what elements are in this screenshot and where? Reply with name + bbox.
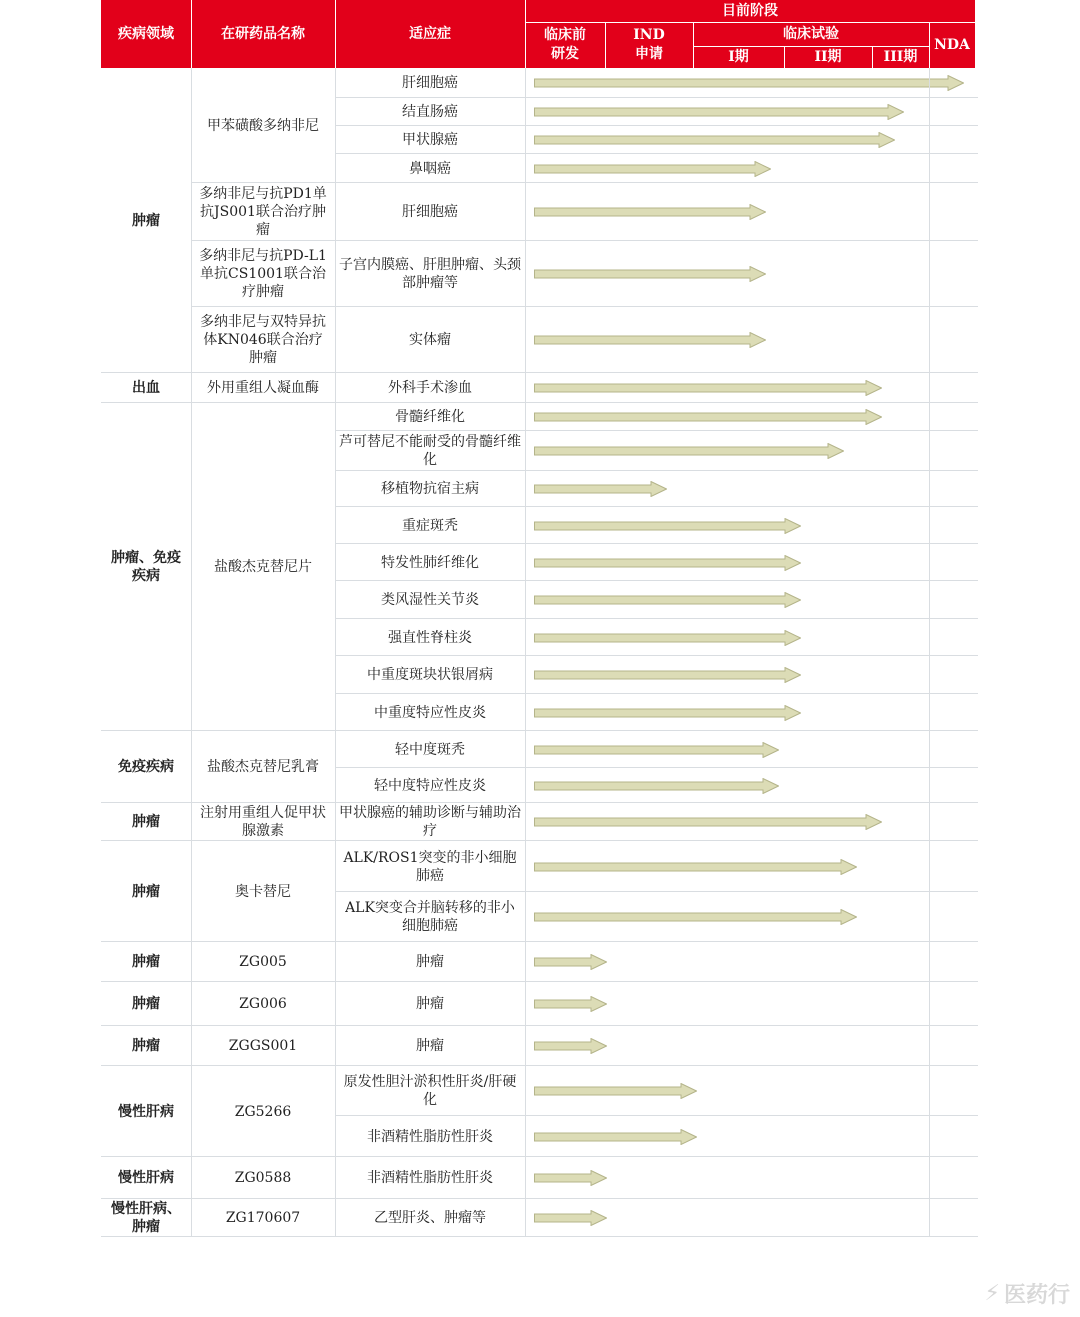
indication-cell: 实体瘤 <box>409 332 451 348</box>
disease-area-cell: 肿瘤 <box>132 212 160 229</box>
indication-cell: 重症斑秃 <box>402 517 458 534</box>
indication-cell: 骨髓纤维化 <box>395 409 465 425</box>
disease-area-cell: 肿瘤 <box>132 814 160 830</box>
arrow-shape <box>535 955 607 970</box>
stage-progress-arrow <box>534 266 766 282</box>
header-phase-3: III期 <box>883 48 918 65</box>
indication-cell: 肿瘤 <box>416 996 444 1012</box>
header-divider <box>335 0 336 68</box>
arrow-shape <box>535 705 801 720</box>
indication-cell: 甲状腺癌的辅助诊断与辅助治疗 <box>339 805 521 839</box>
stage-progress-arrow <box>534 104 904 120</box>
arrow-shape <box>535 1211 607 1226</box>
arrow-shape <box>535 410 882 425</box>
arrow-shape <box>535 1039 607 1054</box>
arrow-shape <box>535 668 801 683</box>
header-indication: 适应症 <box>409 25 451 42</box>
indication-cell: 肝细胞癌 <box>402 75 458 91</box>
arrow-shape <box>535 910 857 925</box>
header-ind: IND 申请 <box>633 27 665 62</box>
stage-progress-arrow <box>534 332 766 348</box>
header-preclinical: 临床前 研发 <box>544 27 586 62</box>
drug-name-cell: 盐酸杰克替尼片 <box>214 559 312 575</box>
group-divider <box>101 1236 191 1237</box>
stage-progress-arrow <box>534 1170 607 1186</box>
watermark-text: 医药行 <box>1003 1283 1070 1308</box>
arrow-shape <box>535 381 882 396</box>
stage-progress-arrow <box>534 161 771 177</box>
indication-cell: 轻中度特应性皮炎 <box>374 777 486 794</box>
drug-name-cell: ZG0588 <box>234 1170 292 1186</box>
arrow-shape <box>535 997 607 1012</box>
drug-name-cell: 外用重组人凝血酶 <box>207 380 319 396</box>
arrow-shape <box>535 267 766 282</box>
drug-name-cell: 注射用重组人促甲状腺激素 <box>200 805 326 839</box>
drug-name-cell: ZG5266 <box>234 1103 292 1120</box>
stage-progress-arrow <box>534 75 964 91</box>
arrow-shape <box>535 742 779 757</box>
arrow-shape <box>535 555 801 570</box>
header-divider <box>605 22 606 68</box>
stage-progress-arrow <box>534 742 779 758</box>
column-divider <box>335 68 336 1237</box>
column-divider <box>525 68 526 1237</box>
indication-cell: 强直性脊柱炎 <box>388 629 472 646</box>
column-divider <box>929 68 930 1237</box>
indication-cell: 原发性胆汁淤积性肝炎/肝硬化 <box>343 1074 517 1108</box>
header-disease-area: 疾病领域 <box>118 25 174 42</box>
disease-area-cell: 肿瘤 <box>132 954 160 970</box>
arrow-shape <box>535 778 779 793</box>
stage-progress-arrow <box>534 518 801 534</box>
header-divider <box>525 22 975 23</box>
stage-progress-arrow <box>534 1038 607 1054</box>
header-nda: NDA <box>934 36 970 53</box>
drug-name-cell: ZG006 <box>239 996 287 1012</box>
disease-area-cell: 肿瘤 <box>132 883 160 900</box>
indication-cell: 结直肠癌 <box>402 104 458 120</box>
indication-cell: 特发性肺纤维化 <box>381 554 479 571</box>
header-divider <box>525 0 526 68</box>
lightning-icon: ⚡ <box>984 1281 1000 1306</box>
drug-name-cell: 甲苯磺酸多纳非尼 <box>207 117 319 134</box>
stage-progress-arrow <box>534 630 801 646</box>
arrow-shape <box>535 593 801 608</box>
indication-cell: 非酒精性脂肪性肝炎 <box>367 1170 493 1186</box>
stage-progress-arrow <box>534 705 801 721</box>
indication-cell: 类风湿性关节炎 <box>381 592 479 608</box>
row-divider <box>335 1236 978 1237</box>
arrow-shape <box>535 859 857 874</box>
arrow-shape <box>535 161 771 176</box>
stage-progress-arrow <box>534 409 882 425</box>
stage-progress-arrow <box>534 996 607 1012</box>
column-divider <box>191 68 192 1237</box>
drug-name-cell: 盐酸杰克替尼乳膏 <box>207 759 319 775</box>
stage-progress-arrow <box>534 1210 607 1226</box>
indication-cell: 轻中度斑秃 <box>395 741 465 758</box>
disease-area-cell: 肿瘤、免疫疾病 <box>111 550 181 584</box>
header-divider <box>929 22 930 68</box>
arrow-shape <box>535 630 801 645</box>
drug-divider <box>191 1236 335 1237</box>
stage-progress-arrow <box>534 380 882 396</box>
arrow-shape <box>535 1171 607 1186</box>
arrow-shape <box>535 518 801 533</box>
stage-progress-arrow <box>534 778 779 794</box>
indication-cell: ALK突变合并脑转移的非小细胞肺癌 <box>345 900 515 934</box>
stage-progress-arrow <box>534 667 801 683</box>
arrow-shape <box>535 105 904 120</box>
stage-progress-arrow <box>534 1083 697 1099</box>
header-clinical-trial: 临床试验 <box>783 25 839 42</box>
indication-cell: 中重度特应性皮炎 <box>374 704 486 721</box>
indication-cell: 移植物抗宿主病 <box>381 481 479 497</box>
indication-cell: 芦可替尼不能耐受的骨髓纤维化 <box>339 434 521 468</box>
stage-progress-arrow <box>534 1129 697 1145</box>
drug-name-cell: 多纳非尼与抗PD-L1单抗CS1001联合治疗肿瘤 <box>199 248 327 300</box>
stage-progress-arrow <box>534 592 801 608</box>
arrow-shape <box>535 205 766 220</box>
disease-area-cell: 肿瘤 <box>132 1038 160 1054</box>
indication-cell: 外科手术渗血 <box>388 380 472 396</box>
watermark <box>985 1278 1070 1309</box>
header-phase-2: II期 <box>814 48 842 65</box>
header-divider <box>784 46 785 68</box>
indication-cell: ALK/ROS1突变的非小细胞肺癌 <box>343 849 517 884</box>
indication-cell: 甲状腺癌 <box>402 132 458 148</box>
indication-cell: 鼻咽癌 <box>409 160 451 177</box>
drug-name-cell: 奥卡替尼 <box>235 883 291 900</box>
stage-progress-arrow <box>534 954 607 970</box>
header-phase-1: I期 <box>728 48 749 65</box>
stage-progress-arrow <box>534 859 857 875</box>
drug-name-cell: 多纳非尼与双特异抗体KN046联合治疗肿瘤 <box>200 314 326 366</box>
indication-cell: 非酒精性脂肪性肝炎 <box>367 1128 493 1145</box>
header-drug-name: 在研药品名称 <box>221 25 305 42</box>
stage-progress-arrow <box>534 555 801 571</box>
disease-area-cell: 免疫疾病 <box>118 759 174 775</box>
indication-cell: 中重度斑块状银屑病 <box>367 667 493 683</box>
header-divider <box>693 46 929 47</box>
drug-name-cell: ZGGS001 <box>228 1038 298 1054</box>
header-current-stage: 目前阶段 <box>722 2 778 19</box>
arrow-shape <box>535 444 844 459</box>
disease-area-cell: 出血 <box>132 380 160 396</box>
drug-name-cell: ZG005 <box>239 954 287 970</box>
header-divider <box>872 46 873 68</box>
arrow-shape <box>535 815 882 830</box>
disease-area-cell: 慢性肝病、肿瘤 <box>111 1201 181 1235</box>
arrow-shape <box>535 333 766 348</box>
indication-cell: 肝细胞癌 <box>402 204 458 220</box>
arrow-shape <box>535 76 964 91</box>
indication-cell: 肿瘤 <box>416 954 444 970</box>
disease-area-cell: 肿瘤 <box>132 996 160 1012</box>
disease-area-cell: 慢性肝病 <box>118 1103 174 1120</box>
stage-progress-arrow <box>534 132 895 148</box>
header-divider <box>191 0 192 68</box>
arrow-shape <box>535 1084 697 1099</box>
stage-progress-arrow <box>534 443 844 459</box>
indication-cell: 肿瘤 <box>416 1038 444 1054</box>
drug-name-cell: ZG170607 <box>225 1210 301 1226</box>
header-divider <box>693 22 694 68</box>
stage-progress-arrow <box>534 814 882 830</box>
drug-name-cell: 多纳非尼与抗PD1单抗JS001联合治疗肿瘤 <box>199 186 327 238</box>
stage-progress-arrow <box>534 909 857 925</box>
arrow-shape <box>535 482 667 497</box>
indication-cell: 子宫内膜癌、肝胆肿瘤、头颈部肿瘤等 <box>339 257 521 291</box>
indication-cell: 乙型肝炎、肿瘤等 <box>374 1210 486 1226</box>
arrow-shape <box>535 1129 697 1144</box>
disease-area-cell: 慢性肝病 <box>118 1170 174 1186</box>
stage-progress-arrow <box>534 481 667 497</box>
arrow-shape <box>535 133 895 148</box>
stage-progress-arrow <box>534 204 766 220</box>
